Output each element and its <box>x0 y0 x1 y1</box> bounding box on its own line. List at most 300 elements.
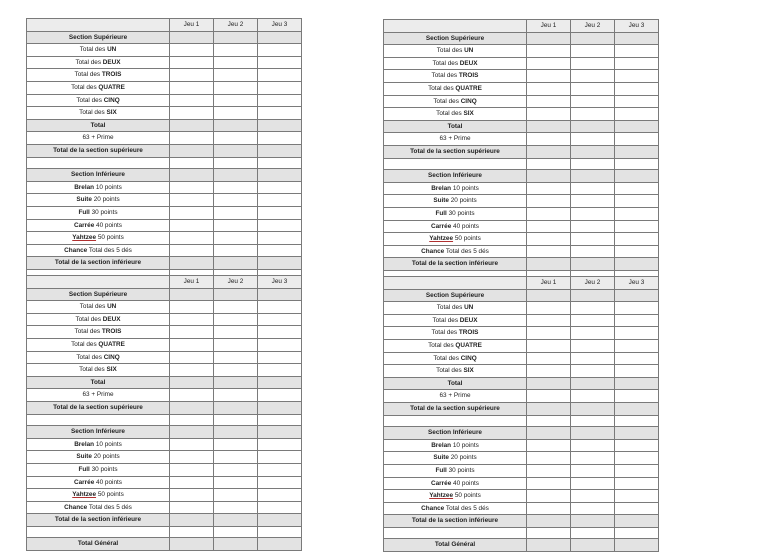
score-cell[interactable] <box>214 426 258 439</box>
score-cell[interactable] <box>527 120 571 133</box>
row-label <box>384 352 527 365</box>
score-cell[interactable] <box>571 439 615 452</box>
score-cell[interactable] <box>170 56 214 69</box>
score-cell[interactable] <box>571 145 615 158</box>
score-cell[interactable] <box>170 94 214 107</box>
score-cell[interactable] <box>214 288 258 301</box>
score-cell[interactable] <box>527 32 571 45</box>
score-cell[interactable] <box>571 377 615 390</box>
score-cell[interactable] <box>258 169 302 182</box>
score-cell[interactable] <box>615 527 659 539</box>
score-cell[interactable] <box>615 207 659 220</box>
row-label-suffix: 40 points <box>451 479 479 487</box>
score-cell[interactable] <box>571 365 615 378</box>
score-row <box>384 464 659 477</box>
score-cell[interactable] <box>170 144 214 157</box>
score-cell[interactable] <box>615 245 659 258</box>
score-cell[interactable] <box>214 489 258 502</box>
score-cell[interactable] <box>258 301 302 314</box>
score-cell[interactable] <box>258 463 302 476</box>
score-cell[interactable] <box>615 158 659 170</box>
row-label <box>27 538 170 551</box>
score-cell[interactable] <box>527 490 571 503</box>
score-cell[interactable] <box>615 108 659 121</box>
score-cell[interactable] <box>615 182 659 195</box>
score-cell[interactable] <box>571 352 615 365</box>
score-cell[interactable] <box>527 439 571 452</box>
score-cell[interactable] <box>527 133 571 146</box>
score-cell[interactable] <box>571 339 615 352</box>
score-cell[interactable] <box>258 232 302 245</box>
score-cell[interactable] <box>527 515 571 528</box>
row-label <box>384 220 527 233</box>
row-label <box>27 438 170 451</box>
score-row <box>27 107 302 120</box>
score-cell[interactable] <box>214 326 258 339</box>
score-cell[interactable] <box>527 464 571 477</box>
score-cell[interactable] <box>527 145 571 158</box>
row-label <box>384 490 527 503</box>
score-cell[interactable] <box>571 427 615 440</box>
score-cell[interactable] <box>258 44 302 57</box>
score-cell[interactable] <box>571 477 615 490</box>
score-cell[interactable] <box>214 526 258 538</box>
score-cell[interactable] <box>170 257 214 270</box>
row-label <box>384 339 527 352</box>
score-cell[interactable] <box>615 45 659 58</box>
score-cell[interactable] <box>527 45 571 58</box>
row-label-bold: QUATRE <box>98 340 125 348</box>
row-label <box>27 56 170 69</box>
score-cell[interactable] <box>170 364 214 377</box>
score-cell[interactable] <box>615 95 659 108</box>
score-cell[interactable] <box>214 181 258 194</box>
score-cell[interactable] <box>258 219 302 232</box>
score-cell[interactable] <box>258 313 302 326</box>
score-cell[interactable] <box>170 157 214 169</box>
score-cell[interactable] <box>571 327 615 340</box>
score-cell[interactable] <box>615 490 659 503</box>
score-cell[interactable] <box>258 389 302 402</box>
score-cell[interactable] <box>258 257 302 270</box>
score-cell[interactable] <box>170 169 214 182</box>
score-cell[interactable] <box>214 244 258 257</box>
score-cell[interactable] <box>170 301 214 314</box>
row-label-prefix: Total des <box>428 341 456 349</box>
score-row <box>384 195 659 208</box>
game-header: Jeu 1 <box>527 20 571 33</box>
score-cell[interactable] <box>258 132 302 145</box>
score-cell[interactable] <box>170 132 214 145</box>
score-cell[interactable] <box>571 402 615 415</box>
score-cell[interactable] <box>527 352 571 365</box>
score-cell[interactable] <box>258 81 302 94</box>
row-label <box>27 451 170 464</box>
score-cell[interactable] <box>615 390 659 403</box>
score-row <box>27 426 302 439</box>
row-label-bold: Brelan <box>431 184 452 192</box>
score-cell[interactable] <box>571 289 615 302</box>
score-cell[interactable] <box>527 207 571 220</box>
score-cell[interactable] <box>258 376 302 389</box>
game-header: Jeu 2 <box>571 277 615 290</box>
score-row <box>27 31 302 44</box>
score-cell[interactable] <box>571 502 615 515</box>
row-label <box>384 195 527 208</box>
score-cell[interactable] <box>258 351 302 364</box>
score-cell[interactable] <box>214 514 258 527</box>
score-cell[interactable] <box>527 527 571 539</box>
score-cell[interactable] <box>170 501 214 514</box>
score-cell[interactable] <box>170 181 214 194</box>
score-cell[interactable] <box>615 314 659 327</box>
score-cell[interactable] <box>258 338 302 351</box>
score-cell[interactable] <box>615 145 659 158</box>
score-cell[interactable] <box>527 339 571 352</box>
score-cell[interactable] <box>571 539 615 552</box>
score-cell[interactable] <box>571 390 615 403</box>
score-cell[interactable] <box>170 389 214 402</box>
row-label <box>27 414 170 426</box>
score-cell[interactable] <box>527 245 571 258</box>
score-cell[interactable] <box>258 538 302 551</box>
score-cell[interactable] <box>571 464 615 477</box>
row-label-prefix: Total des <box>79 366 107 374</box>
score-cell[interactable] <box>170 194 214 207</box>
score-cell[interactable] <box>214 119 258 132</box>
score-cell[interactable] <box>170 206 214 219</box>
score-cell[interactable] <box>527 95 571 108</box>
score-cell[interactable] <box>214 132 258 145</box>
header-row <box>27 19 302 32</box>
score-cell[interactable] <box>214 206 258 219</box>
score-cell[interactable] <box>571 233 615 246</box>
score-cell[interactable] <box>615 477 659 490</box>
score-cell[interactable] <box>214 501 258 514</box>
score-cell[interactable] <box>527 57 571 70</box>
score-cell[interactable] <box>571 490 615 503</box>
score-cell[interactable] <box>258 476 302 489</box>
score-cell[interactable] <box>170 326 214 339</box>
score-cell[interactable] <box>615 415 659 427</box>
score-cell[interactable] <box>527 314 571 327</box>
score-cell[interactable] <box>527 402 571 415</box>
row-label-bold: DEUX <box>459 316 478 324</box>
score-cell[interactable] <box>214 301 258 314</box>
score-cell[interactable] <box>214 44 258 57</box>
score-cell[interactable] <box>571 314 615 327</box>
score-cell[interactable] <box>258 364 302 377</box>
score-cell[interactable] <box>214 476 258 489</box>
score-cell[interactable] <box>214 463 258 476</box>
score-row <box>384 352 659 365</box>
score-cell[interactable] <box>571 452 615 465</box>
row-label <box>384 515 527 528</box>
score-cell[interactable] <box>170 351 214 364</box>
score-cell[interactable] <box>214 364 258 377</box>
score-cell[interactable] <box>258 244 302 257</box>
score-cell[interactable] <box>615 82 659 95</box>
score-cell[interactable] <box>170 219 214 232</box>
score-cell[interactable] <box>258 414 302 426</box>
score-cell[interactable] <box>615 57 659 70</box>
row-label <box>384 245 527 258</box>
score-row <box>384 365 659 378</box>
row-label-suffix: 20 points <box>448 454 477 462</box>
score-cell[interactable] <box>527 220 571 233</box>
score-cell[interactable] <box>527 82 571 95</box>
score-cell[interactable] <box>615 289 659 302</box>
score-cell[interactable] <box>571 32 615 45</box>
score-cell[interactable] <box>615 327 659 340</box>
score-cell[interactable] <box>571 207 615 220</box>
score-cell[interactable] <box>571 415 615 427</box>
score-cell[interactable] <box>214 414 258 426</box>
row-label-prefix: Total des <box>432 316 460 324</box>
score-cell[interactable] <box>214 351 258 364</box>
score-cell[interactable] <box>258 94 302 107</box>
score-cell[interactable] <box>170 451 214 464</box>
score-cell[interactable] <box>615 120 659 133</box>
header-row <box>384 20 659 33</box>
score-cell[interactable] <box>214 94 258 107</box>
row-label <box>384 402 527 415</box>
score-cell[interactable] <box>214 144 258 157</box>
score-cell[interactable] <box>571 158 615 170</box>
score-cell[interactable] <box>258 401 302 414</box>
score-cell[interactable] <box>571 57 615 70</box>
score-cell[interactable] <box>258 288 302 301</box>
score-cell[interactable] <box>170 69 214 82</box>
score-cell[interactable] <box>571 108 615 121</box>
score-cell[interactable] <box>214 376 258 389</box>
score-cell[interactable] <box>615 233 659 246</box>
score-cell[interactable] <box>527 195 571 208</box>
score-cell[interactable] <box>615 170 659 183</box>
score-cell[interactable] <box>258 69 302 82</box>
score-cell[interactable] <box>214 194 258 207</box>
score-cell[interactable] <box>258 526 302 538</box>
score-cell[interactable] <box>258 31 302 44</box>
score-cell[interactable] <box>571 245 615 258</box>
score-cell[interactable] <box>214 169 258 182</box>
score-cell[interactable] <box>214 81 258 94</box>
score-cell[interactable] <box>258 206 302 219</box>
score-cell[interactable] <box>258 157 302 169</box>
score-cell[interactable] <box>258 194 302 207</box>
score-cell[interactable] <box>615 220 659 233</box>
score-cell[interactable] <box>571 258 615 271</box>
score-cell[interactable] <box>258 489 302 502</box>
score-cell[interactable] <box>170 426 214 439</box>
score-cell[interactable] <box>571 182 615 195</box>
score-cell[interactable] <box>571 527 615 539</box>
row-label-bold: Yahtzee <box>72 491 97 499</box>
score-cell[interactable] <box>615 439 659 452</box>
score-cell[interactable] <box>571 170 615 183</box>
score-cell[interactable] <box>571 220 615 233</box>
score-cell[interactable] <box>214 56 258 69</box>
score-cell[interactable] <box>527 415 571 427</box>
score-cell[interactable] <box>527 258 571 271</box>
score-cell[interactable] <box>170 107 214 120</box>
score-cell[interactable] <box>214 157 258 169</box>
score-cell[interactable] <box>571 70 615 83</box>
score-cell[interactable] <box>170 414 214 426</box>
score-cell[interactable] <box>170 376 214 389</box>
score-cell[interactable] <box>615 70 659 83</box>
row-label-bold: CINQ <box>103 353 120 361</box>
header-corner <box>27 19 170 32</box>
score-cell[interactable] <box>571 45 615 58</box>
row-label-bold: Carrée <box>74 478 95 486</box>
score-cell[interactable] <box>258 119 302 132</box>
score-cell[interactable] <box>170 313 214 326</box>
score-cell[interactable] <box>571 82 615 95</box>
score-cell[interactable] <box>527 158 571 170</box>
row-label-bold: TROIS <box>458 72 479 80</box>
score-cell[interactable] <box>527 170 571 183</box>
score-cell[interactable] <box>214 338 258 351</box>
score-cell[interactable] <box>170 489 214 502</box>
row-label-suffix: 30 points <box>446 209 475 217</box>
score-cell[interactable] <box>615 365 659 378</box>
score-cell[interactable] <box>258 144 302 157</box>
score-cell[interactable] <box>527 427 571 440</box>
score-cell[interactable] <box>527 327 571 340</box>
score-cell[interactable] <box>214 389 258 402</box>
score-cell[interactable] <box>615 195 659 208</box>
score-cell[interactable] <box>170 119 214 132</box>
row-label-prefix: Total des <box>431 72 459 80</box>
row-label <box>27 364 170 377</box>
score-cell[interactable] <box>527 233 571 246</box>
score-cell[interactable] <box>214 31 258 44</box>
score-cell[interactable] <box>615 427 659 440</box>
row-label-bold: Total Général <box>77 540 119 548</box>
score-cell[interactable] <box>170 463 214 476</box>
score-cell[interactable] <box>615 464 659 477</box>
score-cell[interactable] <box>170 438 214 451</box>
score-cell[interactable] <box>214 232 258 245</box>
score-row <box>27 463 302 476</box>
score-cell[interactable] <box>527 182 571 195</box>
score-cell[interactable] <box>258 438 302 451</box>
score-cell[interactable] <box>527 502 571 515</box>
row-label-bold: TROIS <box>101 328 122 336</box>
row-label <box>384 327 527 340</box>
row-label-bold: Section Supérieure <box>425 34 485 42</box>
score-cell[interactable] <box>214 313 258 326</box>
score-cell[interactable] <box>615 452 659 465</box>
score-cell[interactable] <box>170 31 214 44</box>
score-cell[interactable] <box>170 244 214 257</box>
score-cell[interactable] <box>527 302 571 315</box>
score-cell[interactable] <box>615 402 659 415</box>
score-cell[interactable] <box>615 32 659 45</box>
score-cell[interactable] <box>615 258 659 271</box>
score-cell[interactable] <box>615 502 659 515</box>
score-cell[interactable] <box>527 477 571 490</box>
score-cell[interactable] <box>170 338 214 351</box>
score-cell[interactable] <box>615 539 659 552</box>
row-label <box>27 194 170 207</box>
score-cell[interactable] <box>615 377 659 390</box>
score-cell[interactable] <box>571 133 615 146</box>
score-cell[interactable] <box>527 70 571 83</box>
score-cell[interactable] <box>214 69 258 82</box>
row-label <box>27 257 170 270</box>
score-cell[interactable] <box>170 514 214 527</box>
score-cell[interactable] <box>615 352 659 365</box>
score-cell[interactable] <box>571 195 615 208</box>
score-cell[interactable] <box>615 133 659 146</box>
score-cell[interactable] <box>170 538 214 551</box>
score-cell[interactable] <box>615 515 659 528</box>
row-label-suffix: 40 points <box>451 222 479 230</box>
score-cell[interactable] <box>258 181 302 194</box>
score-cell[interactable] <box>527 452 571 465</box>
score-cell[interactable] <box>170 288 214 301</box>
score-cell[interactable] <box>615 302 659 315</box>
score-cell[interactable] <box>571 95 615 108</box>
score-cell[interactable] <box>214 257 258 270</box>
row-label-bold: Total <box>447 379 463 387</box>
score-cell[interactable] <box>615 339 659 352</box>
score-cell[interactable] <box>214 438 258 451</box>
score-cell[interactable] <box>214 451 258 464</box>
score-cell[interactable] <box>571 302 615 315</box>
score-cell[interactable] <box>527 390 571 403</box>
score-cell[interactable] <box>258 451 302 464</box>
score-cell[interactable] <box>258 56 302 69</box>
score-cell[interactable] <box>170 44 214 57</box>
score-cell[interactable] <box>258 326 302 339</box>
row-label <box>27 157 170 169</box>
score-cell[interactable] <box>527 289 571 302</box>
row-label-prefix: 63 + Prime <box>439 392 471 400</box>
score-cell[interactable] <box>258 107 302 120</box>
score-cell[interactable] <box>214 219 258 232</box>
score-cell[interactable] <box>214 107 258 120</box>
score-cell[interactable] <box>571 120 615 133</box>
row-label <box>384 502 527 515</box>
score-row <box>384 539 659 552</box>
score-cell[interactable] <box>571 515 615 528</box>
score-cell[interactable] <box>258 501 302 514</box>
row-label-bold: Yahtzee <box>429 492 454 500</box>
score-cell[interactable] <box>214 401 258 414</box>
score-cell[interactable] <box>527 539 571 552</box>
score-cell[interactable] <box>170 401 214 414</box>
score-cell[interactable] <box>258 426 302 439</box>
score-cell[interactable] <box>170 81 214 94</box>
row-label-prefix: 63 + Prime <box>439 135 471 143</box>
row-label <box>27 169 170 182</box>
score-cell[interactable] <box>214 538 258 551</box>
row-label-prefix: Total des <box>79 46 108 54</box>
score-cell[interactable] <box>258 514 302 527</box>
score-cell[interactable] <box>527 365 571 378</box>
score-row <box>27 232 302 245</box>
score-cell[interactable] <box>170 232 214 245</box>
score-cell[interactable] <box>170 476 214 489</box>
score-cell[interactable] <box>170 526 214 538</box>
score-cell[interactable] <box>527 377 571 390</box>
score-cell[interactable] <box>527 108 571 121</box>
row-label <box>27 426 170 439</box>
row-label <box>384 133 527 146</box>
